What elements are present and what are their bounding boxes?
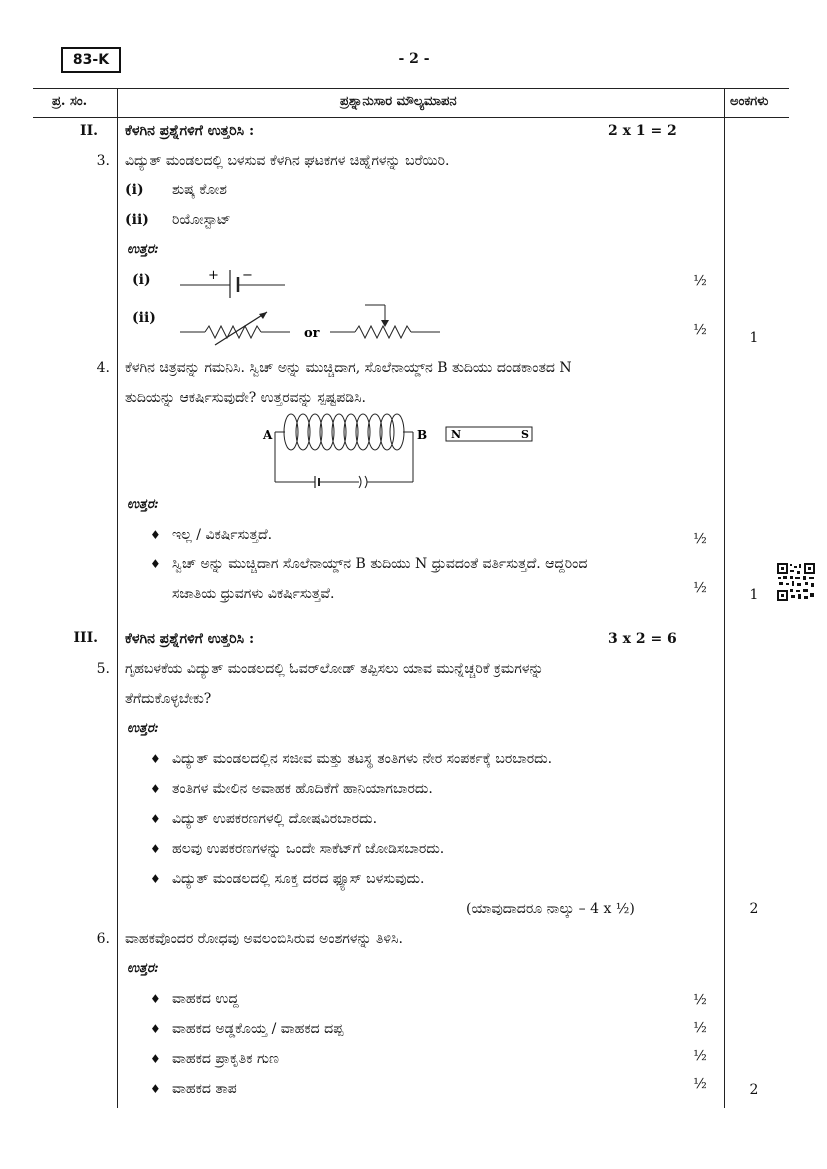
sub-label: (ii) xyxy=(125,212,149,228)
bullet-icon: ♦ xyxy=(150,1022,161,1036)
answer-point: ವಿದ್ಯುತ್ ಮಂಡಲದಲ್ಲಿ ಸೂಕ್ತ ದರದ ಫ್ಯೂಸ್ ಬಳಸುವುದು. xyxy=(172,871,425,887)
column-header-marks: ಅಂಕಗಳು xyxy=(730,94,769,109)
question-text-line: ಕೆಳಗಿನ ಚಿತ್ರವನ್ನು ಗಮನಿಸಿ. ಸ್ವಿಚ್ ಅನ್ನು ಮುಚ್ಚಿದಾಗ, ಸೊಲೆನಾಯ್ಡ್‌ನ B ತುದಿಯು ದಂಡಕಾಂತದ N xyxy=(125,360,572,376)
minus-sign: − xyxy=(242,268,253,283)
marks-value: 2 xyxy=(749,901,759,917)
answer-point: ವಾಹಕದ ತಾಪ xyxy=(172,1081,237,1097)
solenoid-diagram xyxy=(255,410,545,492)
bullet-icon: ♦ xyxy=(150,1082,161,1096)
question-number: 5. xyxy=(96,661,110,677)
magnet-north-label: N xyxy=(451,428,462,441)
half-mark: ½ xyxy=(693,1020,707,1036)
plus-sign: + xyxy=(208,268,219,283)
paper-code-box xyxy=(61,47,121,73)
answer-point: ವಾಹಕದ ಉದ್ದ xyxy=(172,991,239,1007)
section-title: ಕೆಳಗಿನ ಪ್ರಶ್ನೆಗಳಿಗೆ ಉತ್ತರಿಸಿ : xyxy=(125,631,255,647)
page-number: - 2 - xyxy=(398,51,430,67)
answer-sub-label: (i) xyxy=(132,272,151,288)
sub-text: ರಿಯೋಸ್ಟಾಟ್ xyxy=(172,212,231,228)
resistor-zigzag xyxy=(205,326,261,338)
solenoid-coil xyxy=(284,414,404,450)
half-mark: ½ xyxy=(693,1048,707,1064)
sub-label: (i) xyxy=(125,182,144,198)
answer-label: ಉತ್ತರ: xyxy=(127,497,159,512)
question-number: 4. xyxy=(96,360,110,376)
bullet-icon: ♦ xyxy=(150,782,161,796)
answer-label: ಉತ್ತರ: xyxy=(127,961,159,976)
bullet-icon: ♦ xyxy=(150,842,161,856)
dry-cell-symbol xyxy=(175,266,295,300)
or-text: or xyxy=(304,326,320,341)
question-text: ವಾಹಕವೊಂದರ ರೋಧವು ಅವಲಂಬಿಸಿರುವ ಅಂಶಗಳನ್ನು ತಿಳಿಸಿ. xyxy=(125,931,403,947)
question-text-line: ತೆಗೆದುಕೊಳ್ಳಬೇಕು? xyxy=(125,691,212,707)
column-divider-right xyxy=(724,88,725,1108)
bullet-icon: ♦ xyxy=(150,752,161,766)
section-scheme: 2 x 1 = 2 xyxy=(608,123,677,139)
table-header-divider xyxy=(33,117,789,118)
answer-point: ಸಜಾತಿಯ ಧ್ರುವಗಳು ವಿಕರ್ಷಿಸುತ್ತವೆ. xyxy=(172,586,335,602)
answer-point: ವಿದ್ಯುತ್ ಮಂಡಲದಲ್ಲಿನ ಸಜೀವ ಮತ್ತು ತಟಸ್ಥ ತಂತಿಗಳು ನೇರ ಸಂಪರ್ಕಕ್ಕೆ ಬರಬಾರದು. xyxy=(172,751,553,767)
contact-arrow-icon xyxy=(381,320,389,327)
question-number: 3. xyxy=(96,153,110,169)
rheostat-symbols xyxy=(175,300,450,350)
half-mark: ½ xyxy=(693,992,707,1008)
bullet-icon: ♦ xyxy=(150,528,161,542)
answer-point: ಇಲ್ಲ / ವಿಕರ್ಷಿಸುತ್ತದೆ. xyxy=(172,527,273,543)
half-mark: ½ xyxy=(693,322,707,338)
answer-point: ತಂತಿಗಳ ಮೇಲಿನ ಅವಾಹಕ ಹೊದಿಕೆಗೆ ಹಾನಿಯಾಗಬಾರದು. xyxy=(172,781,433,797)
section-number: III. xyxy=(73,630,98,646)
question-text-line: ತುದಿಯನ್ನು ಆಕರ್ಷಿಸುವುದೇ? ಉತ್ತರವನ್ನು ಸ್ಪಷ್ಟಪಡಿಸಿ. xyxy=(125,390,366,406)
end-label-b: B xyxy=(417,428,428,442)
bullet-icon: ♦ xyxy=(150,992,161,1006)
column-header-answer: ಪ್ರಶ್ನಾನುಸಾರ ಮೌಲ್ಯಮಾಪನ xyxy=(340,94,457,109)
bullet-icon: ♦ xyxy=(150,812,161,826)
scoring-note: (ಯಾವುದಾದರೂ ನಾಲ್ಕು – 4 x ½) xyxy=(466,901,635,917)
question-text-line: ಗೃಹಬಳಕೆಯ ವಿದ್ಯುತ್ ಮಂಡಲದಲ್ಲಿ ಓವರ್‌ಲೋಡ್ ತಪ್ಪಿಸಲು ಯಾವ ಮುನ್ನೆಚ್ಚರಿಕೆ ಕ್ರಮಗಳನ್ನು xyxy=(125,661,544,677)
qr-code-icon xyxy=(777,563,815,601)
section-title: ಕೆಳಗಿನ ಪ್ರಶ್ನೆಗಳಿಗೆ ಉತ್ತರಿಸಿ : xyxy=(125,123,255,139)
column-divider-left xyxy=(117,88,118,1108)
bullet-icon: ♦ xyxy=(150,1052,161,1066)
answer-point: ಸ್ವಿಚ್ ಅನ್ನು ಮುಚ್ಚಿದಾಗ ಸೊಲೆನಾಯ್ಡ್‌ನ B ತುದಿಯು N ಧ್ರುವದಂತೆ ವರ್ತಿಸುತ್ತದೆ. ಆದ್ದರಿಂದ xyxy=(172,556,588,572)
key-icon xyxy=(365,476,367,488)
table-top-border xyxy=(33,88,789,89)
question-number: 6. xyxy=(96,931,110,947)
answer-point: ವಾಹಕದ ಅಡ್ಡಕೊಯ್ತ / ವಾಹಕದ ದಪ್ಪ xyxy=(172,1021,344,1037)
answer-point: ವಾಹಕದ ಪ್ರಾಕೃತಿಕ ಗುಣ xyxy=(172,1051,279,1067)
column-header-qno: ಪ್ರ. ಸಂ. xyxy=(52,94,88,109)
key-icon xyxy=(359,476,361,488)
bullet-icon: ♦ xyxy=(150,557,161,571)
answer-point: ವಿದ್ಯುತ್ ಉಪಕರಣಗಳಲ್ಲಿ ದೋಷವಿರಬಾರದು. xyxy=(172,811,378,827)
sub-text: ಶುಷ್ಕ ಕೋಶ xyxy=(172,182,227,198)
question-text: ವಿದ್ಯುತ್ ಮಂಡಲದಲ್ಲಿ ಬಳಸುವ ಕೆಳಗಿನ ಘಟಕಗಳ ಚಿಹ್ನೆಗಳನ್ನು ಬರೆಯಿರಿ. xyxy=(125,153,450,169)
half-mark: ½ xyxy=(693,1076,707,1092)
half-mark: ½ xyxy=(693,531,707,547)
section-scheme: 3 x 2 = 6 xyxy=(608,631,677,647)
answer-sub-label: (ii) xyxy=(132,310,156,326)
marks-value: 2 xyxy=(749,1082,759,1098)
magnet-south-label: S xyxy=(521,428,529,441)
marks-value: 1 xyxy=(749,330,759,346)
arrow-head-icon xyxy=(259,312,267,319)
half-mark: ½ xyxy=(693,580,707,596)
bullet-icon: ♦ xyxy=(150,872,161,886)
half-mark: ½ xyxy=(693,273,707,289)
marks-value: 1 xyxy=(749,587,759,603)
answer-label: ಉತ್ತರ: xyxy=(127,721,159,736)
paper-code: 83-K xyxy=(72,52,110,68)
section-number: II. xyxy=(80,123,98,139)
answer-label: ಉತ್ತರ: xyxy=(127,242,159,257)
end-label-a: A xyxy=(263,428,273,442)
answer-point: ಹಲವು ಉಪಕರಣಗಳನ್ನು ಒಂದೇ ಸಾಕೆಟ್‌ಗೆ ಜೋಡಿಸಬಾರದು. xyxy=(172,841,445,857)
resistor-zigzag xyxy=(355,326,411,338)
